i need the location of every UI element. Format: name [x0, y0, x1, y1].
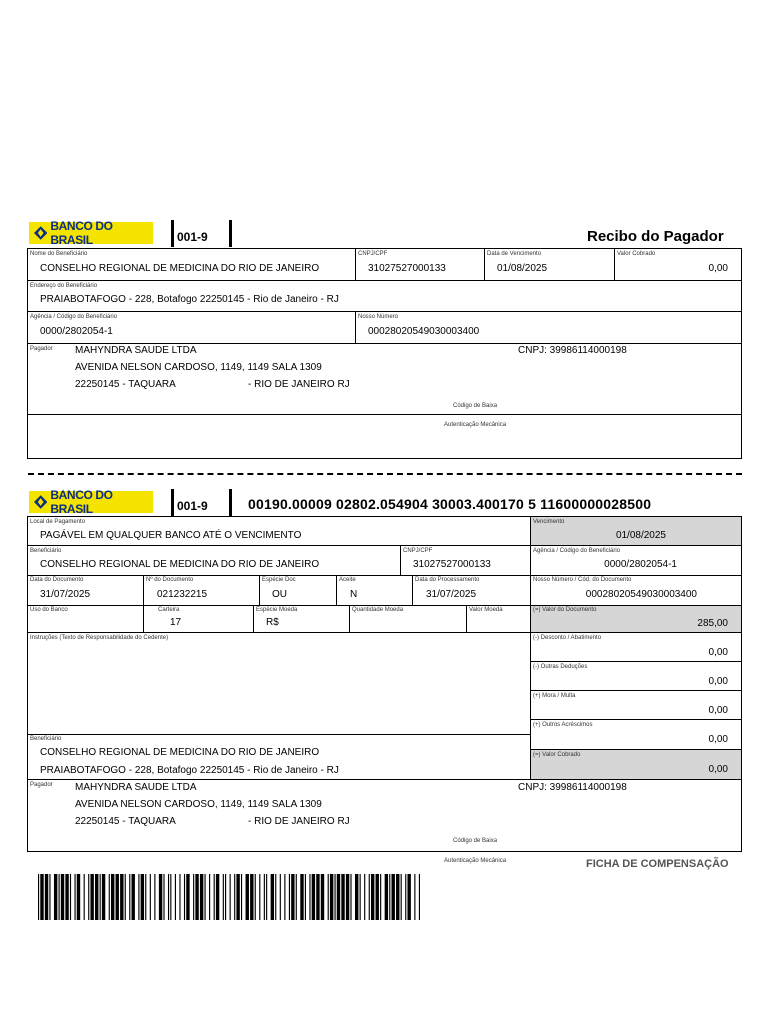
code-divider: [229, 489, 232, 516]
barcode-bar: [414, 874, 415, 920]
label-data-documento: Data do Documento: [30, 577, 84, 583]
barcode-bar: [54, 874, 57, 920]
label-beneficiario-2: Beneficiário: [30, 736, 62, 742]
barcode-bar: [250, 874, 253, 920]
slip-num-documento: 021232215: [157, 589, 208, 600]
slip-desconto: 0,00: [708, 647, 728, 658]
label-valor-cobrado: Valor Cobrado: [617, 251, 656, 257]
label-valor-documento: (=) Valor do Documento: [533, 607, 597, 613]
label-endereco: Endereço do Beneficiário: [30, 283, 98, 289]
barcode-bar: [291, 874, 294, 920]
barcode-bar: [111, 874, 114, 920]
barcode-bar: [296, 874, 297, 920]
label-autenticacao: Autenticação Mecânica: [444, 858, 507, 864]
slip-valor-cobrado: 0,00: [708, 764, 728, 775]
barcode-bar: [150, 874, 151, 920]
label-especie-moeda: Espécie Moeda: [256, 607, 298, 613]
code-divider: [171, 220, 174, 247]
label-outros-acrescimos: (+) Outros Acréscimos: [533, 722, 593, 728]
barcode-bar: [84, 874, 85, 920]
label-agencia: Agência / Código do Beneficiário: [533, 548, 621, 554]
code-divider: [171, 489, 174, 516]
label-aceite: Aceite: [339, 577, 356, 583]
barcode-bar: [145, 874, 146, 920]
barcode-bar: [141, 874, 144, 920]
label-agencia: Agência / Código do Beneficiário: [30, 314, 118, 320]
barcode-bar: [216, 874, 219, 920]
slip-valor-documento: 285,00: [697, 618, 728, 629]
label-quantidade-moeda: Quantidade Moeda: [352, 607, 404, 613]
receipt-endereco: PRAIABOTAFOGO - 228, Botafogo 22250145 - Rio de Janeiro - RJ: [40, 294, 339, 305]
barcode-bar: [49, 874, 50, 920]
barcode-bar: [371, 874, 374, 920]
slip-vencimento: 01/08/2025: [615, 530, 666, 541]
barcode-bar: [280, 874, 281, 920]
barcode-bar: [316, 874, 319, 920]
barcode-bar: [163, 874, 164, 920]
barcode-bar: [214, 874, 215, 920]
barcode-bar: [330, 874, 333, 920]
slip-especie-doc: OU: [272, 589, 287, 600]
barcode-bar: [305, 874, 306, 920]
label-nosso-numero: Nosso Número / Cód. do Documento: [533, 577, 632, 583]
barcode-bar: [95, 874, 98, 920]
payer-city-state: - RIO DE JANEIRO RJ: [248, 816, 350, 827]
barcode-bar: [125, 874, 126, 920]
payer-name: MAHYNDRA SAUDE LTDA: [75, 782, 197, 793]
barcode-bar: [350, 874, 351, 920]
label-valor-cobrado: (=) Valor Cobrado: [533, 752, 581, 758]
barcode-bar: [360, 874, 361, 920]
barcode-bar: [341, 874, 344, 920]
label-vencimento: Vencimento: [533, 519, 565, 525]
barcode-bar: [309, 874, 310, 920]
barcode-bar: [100, 874, 101, 920]
slip-beneficiario: CONSELHO REGIONAL DE MEDICINA DO RIO DE JANEIRO: [40, 559, 320, 570]
slip-outros-acrescimos: 0,00: [708, 734, 728, 745]
slip-cnpj: 31027527000133: [413, 559, 491, 570]
label-mora: (+) Mora / Multa: [533, 693, 576, 699]
barcode-bar: [90, 874, 93, 920]
barcode-bar: [129, 874, 130, 920]
label-num-documento: Nº do Documento: [146, 577, 194, 583]
label-autenticacao: Autenticação Mecânica: [444, 422, 507, 428]
barcode-bar: [234, 874, 235, 920]
barcode-bar: [116, 874, 119, 920]
barcode-bar: [61, 874, 64, 920]
slip-mora: 0,00: [708, 705, 728, 716]
barcode-bar: [38, 874, 39, 920]
barcode-bar: [334, 874, 335, 920]
bank-logo: [29, 219, 153, 247]
receipt-vencimento: 01/08/2025: [497, 263, 548, 274]
bank-code: 001-9: [177, 499, 208, 513]
barcode-bar: [200, 874, 203, 920]
bank-logo-icon: [34, 226, 47, 240]
barcode-bar: [259, 874, 260, 920]
barcode-bar: [179, 874, 180, 920]
bank-logo-text: BANCO DO BRASIL: [50, 488, 113, 516]
label-carteira: Carteira: [158, 607, 180, 613]
barcode-bar: [337, 874, 340, 920]
ficha-compensacao-title: FICHA DE COMPENSAÇÃO: [586, 858, 729, 870]
barcode-bar: [159, 874, 162, 920]
barcode-bar: [328, 874, 329, 920]
barcode-bar: [168, 874, 169, 920]
barcode-bar: [312, 874, 315, 920]
barcode-bar: [74, 874, 75, 920]
barcode-bar: [175, 874, 176, 920]
label-cnpj: CNPJ/CPF: [358, 251, 388, 257]
barcode-bar: [271, 874, 274, 920]
receipt-cnpj: 31027527000133: [368, 263, 446, 274]
barcode-bar: [289, 874, 290, 920]
label-cnpj: CNPJ/CPF: [403, 548, 433, 554]
bank-logo-icon: [34, 495, 47, 509]
receipt-agencia: 0000/2802054-1: [40, 326, 113, 337]
label-valor-moeda: Valor Moeda: [469, 607, 503, 613]
barcode-bar: [70, 874, 71, 920]
barcode-bar: [193, 874, 194, 920]
barcode-bar: [154, 874, 155, 920]
label-beneficiario: Beneficiário: [30, 548, 62, 554]
receipt-beneficiario: CONSELHO REGIONAL DE MEDICINA DO RIO DE JANEIRO: [40, 263, 320, 274]
slip-aceite: N: [350, 589, 358, 600]
slip-beneficiario-endereco: PRAIABOTAFOGO - 228, Botafogo 22250145 - Rio de Janeiro - RJ: [40, 765, 339, 776]
barcode-bar: [380, 874, 381, 920]
barcode-bar: [300, 874, 303, 920]
barcode-bar: [223, 874, 224, 920]
barcode-bar: [275, 874, 276, 920]
label-uso-banco: Uso do Banco: [30, 607, 68, 613]
label-beneficiario: Nome do Beneficiário: [30, 251, 88, 257]
barcode-bar: [225, 874, 226, 920]
slip-data-documento: 31/07/2025: [40, 589, 91, 600]
label-desconto: (-) Desconto / Abatimento: [533, 635, 602, 641]
label-pagador: Pagador: [30, 346, 53, 352]
barcode-bar: [77, 874, 80, 920]
payer-cep-city: 22250145 - TAQUARA: [75, 816, 176, 827]
slip-outras-deducoes: 0,00: [708, 676, 728, 687]
cut-line: [28, 473, 742, 475]
bank-logo-text: BANCO DO BRASIL: [50, 219, 113, 247]
receipt-nosso-numero: 00028020549030003400: [368, 326, 480, 337]
barcode-bar: [266, 874, 267, 920]
barcode-bar: [419, 874, 420, 920]
slip-data-processamento: 31/07/2025: [426, 589, 477, 600]
barcode-bar: [109, 874, 110, 920]
label-local-pagamento: Local de Pagamento: [30, 519, 86, 525]
bank-logo: [29, 488, 153, 516]
barcode-bar: [230, 874, 231, 920]
barcode-bar: [120, 874, 123, 920]
barcode: [38, 874, 420, 920]
label-pagador: Pagador: [30, 782, 53, 788]
barcode-bar: [391, 874, 394, 920]
receipt-title: Recibo do Pagador: [587, 228, 724, 245]
label-outras-deducoes: (-) Outras Deduções: [533, 664, 588, 670]
barcode-bar: [170, 874, 171, 920]
barcode-bar: [59, 874, 60, 920]
barcode-bar: [364, 874, 365, 920]
barcode-bar: [255, 874, 256, 920]
barcode-bar: [246, 874, 249, 920]
label-vencimento: Data de Vencimento: [487, 251, 542, 257]
payer-address: AVENIDA NELSON CARDOSO, 1149, 1149 SALA 1309: [75, 799, 322, 810]
payer-city-state: - RIO DE JANEIRO RJ: [248, 379, 350, 390]
slip-especie-moeda: R$: [266, 617, 279, 628]
barcode-bar: [264, 874, 265, 920]
barcode-bar: [284, 874, 285, 920]
barcode-bar: [376, 874, 379, 920]
barcode-bar: [405, 874, 406, 920]
payer-name: MAHYNDRA SAUDE LTDA: [75, 345, 197, 356]
barcode-bar: [321, 874, 324, 920]
barcode-bar: [236, 874, 239, 920]
receipt-valor-cobrado: 0,00: [708, 263, 728, 274]
payer-cnpj: CNPJ: 39986114000198: [518, 345, 627, 356]
barcode-bar: [389, 874, 390, 920]
label-nosso-numero: Nosso Número: [358, 314, 399, 320]
barcode-bar: [241, 874, 242, 920]
label-especie-doc: Espécie Doc: [262, 577, 296, 583]
payer-cnpj: CNPJ: 39986114000198: [518, 782, 627, 793]
barcode-bar: [346, 874, 349, 920]
slip-carteira: 17: [170, 617, 182, 628]
barcode-bar: [184, 874, 185, 920]
barcode-bar: [195, 874, 198, 920]
payer-cep-city: 22250145 - TAQUARA: [75, 379, 176, 390]
barcode-bar: [65, 874, 68, 920]
label-instrucoes: Instruções (Texto de Responsabilidade do Cedente): [30, 635, 169, 641]
slip-beneficiario-nome: CONSELHO REGIONAL DE MEDICINA DO RIO DE JANEIRO: [40, 747, 320, 758]
barcode-bar: [407, 874, 410, 920]
barcode-bar: [369, 874, 370, 920]
slip-local-pagamento: PAGÁVEL EM QUALQUER BANCO ATÉ O VENCIMENTO: [40, 530, 302, 541]
label-codigo-baixa: Código de Baixa: [453, 403, 498, 409]
barcode-bar: [132, 874, 135, 920]
barcode-bar: [396, 874, 399, 920]
label-data-processamento: Data do Processamento: [415, 577, 480, 583]
bank-code: 001-9: [177, 230, 208, 244]
barcode-bar: [385, 874, 388, 920]
slip-nosso-numero: 00028020549030003400: [585, 589, 697, 600]
barcode-bar: [88, 874, 89, 920]
barcode-bar: [401, 874, 402, 920]
slip-agencia: 0000/2802054-1: [604, 559, 677, 570]
barcode-bar: [102, 874, 105, 920]
code-divider: [229, 220, 232, 247]
barcode-bar: [209, 874, 210, 920]
barcode-bar: [40, 874, 43, 920]
payer-address: AVENIDA NELSON CARDOSO, 1149, 1149 SALA 1309: [75, 362, 322, 373]
barcode-bar: [186, 874, 189, 920]
barcode-bar: [355, 874, 358, 920]
barcode-bar: [45, 874, 48, 920]
barcode-bar: [138, 874, 139, 920]
digitable-line: 00190.00009 02802.054904 30003.400170 5 11600000028500: [248, 496, 652, 512]
barcode-bar: [204, 874, 205, 920]
label-codigo-baixa: Código de Baixa: [453, 838, 498, 844]
